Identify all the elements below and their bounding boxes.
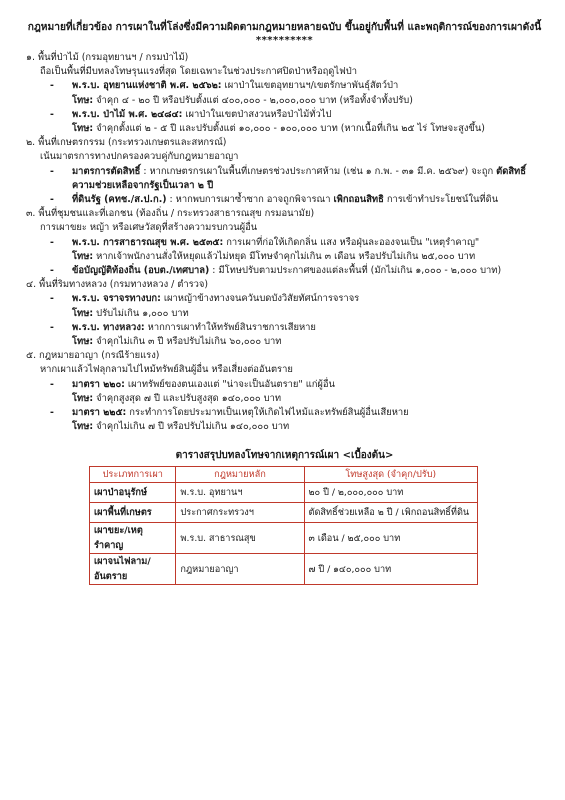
penalty-line [72, 392, 543, 406]
law-item-text: เผาทรัพย์ของตนเองแต่ "น่าจะเป็นอันตราย" แก่ผู้อื่น [124, 378, 335, 390]
penalty-line [72, 122, 543, 136]
law-section [26, 278, 543, 349]
penalty-line [72, 94, 543, 108]
summary-header-cell: ประเภทการเผา [90, 467, 176, 483]
law-item-title: มาตรา ๒๒๕: [72, 407, 127, 419]
law-item-emphasis: เพิกถอนสิทธิ [333, 194, 384, 206]
table-cell: เผาพื้นที่เกษตร [90, 503, 176, 523]
law-item [50, 406, 543, 420]
penalty-line [72, 250, 543, 264]
law-item [50, 264, 543, 278]
sections-container [26, 51, 543, 434]
penalty-text: ปรับไม่เกิน ๑,๐๐๐ บาท [93, 307, 189, 319]
penalty-text: หากเจ้าพนักงานสั่งให้หยุดแล้วไม่หยุด มีโทษจำคุกไม่เกิน ๓ เดือน หรือปรับไม่เกิน ๒๕,๐๐๐ บาท [93, 250, 476, 262]
table-cell: พ.ร.บ. สาธารณสุข [176, 523, 304, 554]
section-description: การเผาขยะ หญ้า หรือเศษวัสดุที่สร้างความรบกวนผู้อื่น [40, 222, 258, 234]
law-item-title: มาตรา ๒๒๐: [72, 378, 125, 390]
law-item-text: เผาป่าในเขตป่าสงวนหรือป่าไม้ทั่วไป [182, 108, 332, 120]
table-cell: พ.ร.บ. อุทยานฯ [176, 483, 304, 503]
list-dash: - [50, 236, 54, 248]
list-dash: - [50, 407, 54, 419]
section-heading: ๕. กฎหมายอาญา (กรณีร้ายแรง) [26, 350, 160, 362]
table-cell: ๓ เดือน / ๒๕,๐๐๐ บาท [304, 523, 478, 554]
law-item-title: ข้อบัญญัติท้องถิ่น (อบต./เทศบาล) [72, 265, 210, 277]
section-heading: ๔. พื้นที่ริมทางหลวง (กรมทางหลวง / ตำรวจ) [26, 279, 209, 291]
law-section [26, 349, 543, 434]
law-item-text: เผาหญ้าข้างทางจนควันบดบังวิสัยทัศน์การจราจร [160, 293, 360, 305]
law-item-text: การเผาที่ก่อให้เกิดกลิ่น แสง หรือฝุ่นละอองจนเป็น "เหตุรำคาญ" [223, 236, 480, 248]
law-item-emphasis: ตัดสิทธิ์ความช่วยเหลือจากรัฐเป็นเวลา ๒ ปี [72, 165, 526, 191]
law-item [50, 108, 543, 122]
penalty-text: จำคุกสูงสุด ๗ ปี และปรับสูงสุด ๑๔๐,๐๐๐ บาท [93, 392, 282, 404]
law-item-text: กระทำการโดยประมาทเป็นเหตุให้เกิดไฟไหม้และทรัพย์สินผู้อื่นเสียหาย [126, 407, 409, 419]
title-divider-stars: ********** [255, 35, 314, 46]
law-section [26, 51, 543, 136]
penalty-label: โทษ: [72, 250, 94, 262]
table-cell: ๗ ปี / ๑๔๐,๐๐๐ บาท [304, 554, 478, 585]
law-item-text: : หากพบการเผาซ้ำซาก อาจถูกพิจารณา [166, 194, 334, 206]
table-cell: เผาป่าอนุรักษ์ [90, 483, 176, 503]
law-item-title: ที่ดินรัฐ (คทช./ส.ป.ก.) [72, 194, 167, 206]
summary-table [89, 466, 478, 585]
list-dash: - [50, 80, 54, 92]
law-item [50, 236, 543, 250]
law-item-title: พ.ร.บ. อุทยานแห่งชาติ พ.ศ. ๒๕๖๒: [72, 80, 222, 92]
penalty-line [72, 307, 543, 321]
law-item-text: : มีโทษปรับตามประกาศของแต่ละพื้นที่ (มักไม่เกิน ๑,๐๐๐ - ๒,๐๐๐ บาท) [209, 265, 502, 277]
table-row [90, 554, 478, 585]
penalty-text: จำคุกไม่เกิน ๓ ปี หรือปรับไม่เกิน ๖๐,๐๐๐ บาท [93, 336, 282, 348]
document-title: กฎหมายที่เกี่ยวข้อง การเผาในที่โล่งซึ่งมีความผิดตามกฎหมายหลายฉบับ ขึ้นอยู่กับพื้นที่ และพฤติการณ์ของการเผาดังนี้ [27, 22, 542, 33]
law-item [50, 79, 543, 93]
law-item [50, 292, 543, 306]
table-cell: เผาจนไฟลาม/อันตราย [90, 554, 176, 585]
law-item-text: การเข้าทำประโยชน์ในที่ดิน [383, 194, 499, 206]
table-cell: กฎหมายอาญา [176, 554, 304, 585]
section-description: หากเผาแล้วไฟลุกลามไปไหม้ทรัพย์สินผู้อื่น หรือเสี่ยงต่ออันตราย [40, 364, 293, 376]
penalty-label: โทษ: [72, 336, 94, 348]
table-row [90, 503, 478, 523]
penalty-label: โทษ: [72, 94, 94, 106]
list-dash: - [50, 165, 54, 177]
section-description: เน้นมาตรการทางปกครองควบคู่กับกฎหมายอาญา [40, 151, 239, 163]
list-dash: - [50, 194, 54, 206]
penalty-label: โทษ: [72, 123, 94, 135]
list-dash: - [50, 293, 54, 305]
section-heading: ๒. พื้นที่เกษตรกรรม (กระทรวงเกษตรและสหกรณ์) [26, 137, 227, 149]
table-row [90, 523, 478, 554]
summary-header-cell: กฎหมายหลัก [176, 467, 304, 483]
summary-header-cell: โทษสูงสุด (จำคุก/ปรับ) [304, 467, 478, 483]
list-dash: - [50, 265, 54, 277]
law-item-title: พ.ร.บ. การสาธารณสุข พ.ศ. ๒๕๓๕: [72, 236, 224, 248]
table-cell: ๒๐ ปี / ๒,๐๐๐,๐๐๐ บาท [304, 483, 478, 503]
law-item-text: : หากเกษตรกรเผาในพื้นที่เกษตรช่วงประกาศห้าม (เช่น ๑ ก.พ. - ๓๑ มี.ค. ๒๕๖๙) จะถูก [140, 165, 497, 177]
law-item-title: พ.ร.บ. ทางหลวง: [72, 321, 145, 333]
table-cell: ประกาศกระทรวงฯ [176, 503, 304, 523]
law-item [50, 321, 543, 335]
law-section [26, 207, 543, 278]
section-heading: ๓. พื้นที่ชุมชนและที่เอกชน (ท้องถิ่น / กระทรวงสาธารณสุข กรมอนามัย) [26, 208, 315, 220]
law-section [26, 136, 543, 207]
law-item-text: เผาป่าในเขตอุทยานฯ/เขตรักษาพันธุ์สัตว์ป่า [221, 80, 399, 92]
penalty-line [72, 335, 543, 349]
law-item-title: พ.ร.บ. ป่าไม้ พ.ศ. ๒๔๘๔: [72, 108, 183, 120]
table-cell: ตัดสิทธิ์ช่วยเหลือ ๒ ปี / เพิกถอนสิทธิ์ที่ดิน [304, 503, 478, 523]
law-item [50, 165, 543, 193]
penalty-label: โทษ: [72, 421, 94, 433]
summary-table-title: ตารางสรุปบทลงโทษจากเหตุการณ์เผา <เบื้องต้น> [175, 450, 394, 462]
penalty-text: จำคุกไม่เกิน ๗ ปี หรือปรับไม่เกิน ๑๔๐,๐๐๐ บาท [93, 421, 290, 433]
penalty-text: จำคุก ๔ - ๒๐ ปี หรือปรับตั้งแต่ ๔๐๐,๐๐๐ - ๒,๐๐๐,๐๐๐ บาท (หรือทั้งจำทั้งปรับ) [93, 94, 413, 106]
penalty-label: โทษ: [72, 307, 94, 319]
summary-table-header-row [90, 467, 478, 483]
law-item-text: หากการเผาทำให้ทรัพย์สินราชการเสียหาย [144, 321, 316, 333]
penalty-line [72, 420, 543, 434]
section-description: ถือเป็นพื้นที่มีบทลงโทษรุนแรงที่สุด โดยเฉพาะในช่วงประกาศปิดป่าหรือฤดูไฟป่า [40, 66, 357, 78]
law-item-title: มาตรการตัดสิทธิ์ [72, 165, 141, 177]
law-item [50, 193, 543, 207]
table-row [90, 483, 478, 503]
law-item-title: พ.ร.บ. จราจรทางบก: [72, 293, 161, 305]
table-cell: เผาขยะ/เหตุรำคาญ [90, 523, 176, 554]
law-item [50, 378, 543, 392]
list-dash: - [50, 378, 54, 390]
penalty-text: จำคุกตั้งแต่ ๒ - ๕ ปี และปรับตั้งแต่ ๑๐,๐๐๐ - ๑๐๐,๐๐๐ บาท (หากเนื้อที่เกิน ๒๕ ไร่ โทษจะสูงขึ้น) [93, 123, 485, 135]
list-dash: - [50, 321, 54, 333]
penalty-label: โทษ: [72, 392, 94, 404]
list-dash: - [50, 108, 54, 120]
section-heading: ๑. พื้นที่ป่าไม้ (กรมอุทยานฯ / กรมป่าไม้) [26, 52, 189, 63]
